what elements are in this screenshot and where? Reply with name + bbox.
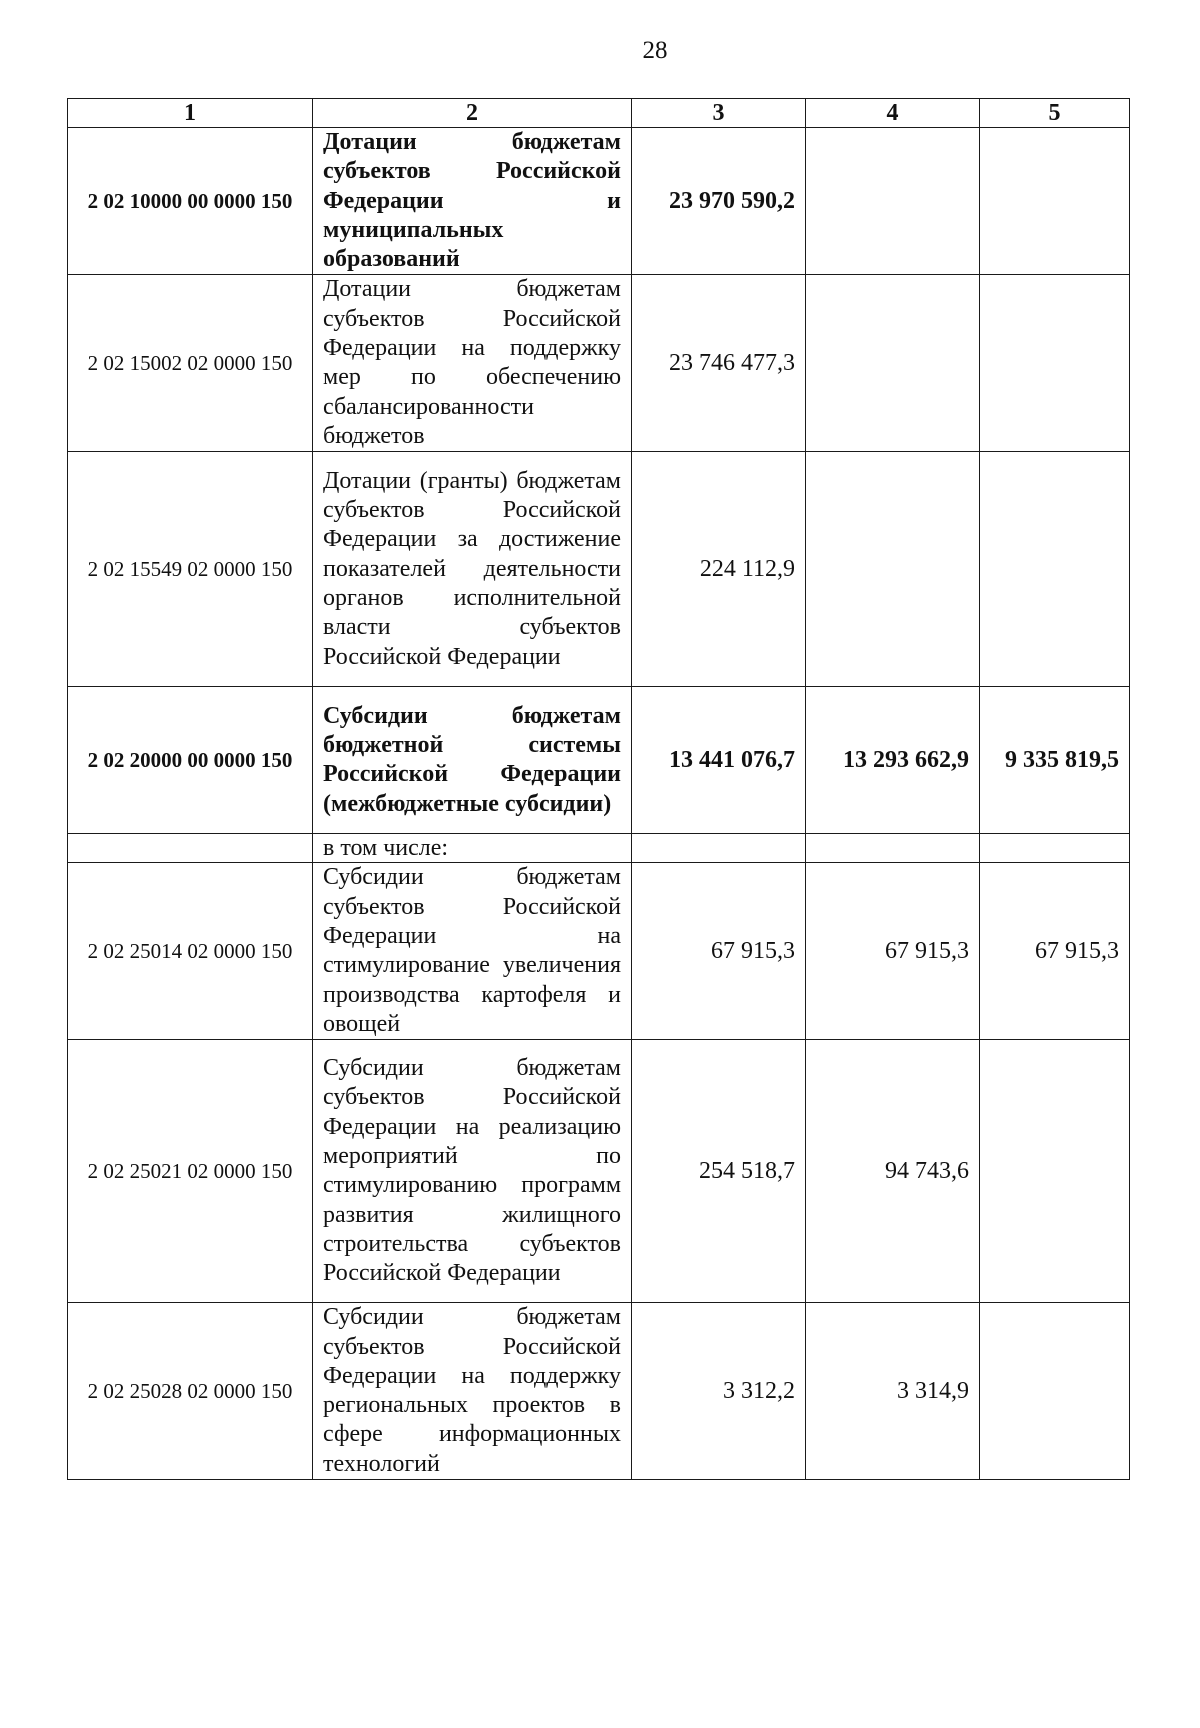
income-name-cell: Дотации бюджетам субъектов Российской Федерации на поддержку мер по обеспечению сбалансированности бюджетов	[313, 275, 632, 452]
amount-col4-cell	[806, 834, 980, 863]
amount-col3-cell: 3 312,2	[632, 1303, 806, 1480]
amount-col4-cell	[806, 128, 980, 275]
page-number: 28	[642, 37, 668, 64]
amount-col3-cell	[632, 834, 806, 863]
budget-code-cell	[68, 834, 313, 863]
column-header-5: 5	[980, 99, 1130, 128]
budget-code-cell: 2 02 25028 02 0000 150	[68, 1303, 313, 1480]
budget-code-cell: 2 02 25021 02 0000 150	[68, 1040, 313, 1303]
table-row	[68, 687, 1130, 834]
amount-col5-cell: 67 915,3	[980, 863, 1130, 1040]
table-row	[68, 834, 1130, 863]
income-name-cell: в том числе:	[313, 834, 632, 863]
budget-revenue-table	[67, 98, 1130, 1480]
amount-col4-cell: 13 293 662,9	[806, 687, 980, 834]
income-name-cell: Субсидии бюджетам бюджетной системы Российской Федерации (межбюджетные субсидии)	[313, 687, 632, 834]
income-name-cell: Субсидии бюджетам субъектов Российской Федерации на реализацию мероприятий по стимулированию программ развития жилищного строительства субъектов Российской Федерации	[313, 1040, 632, 1303]
column-header-2: 2	[313, 99, 632, 128]
amount-col3-cell: 23 746 477,3	[632, 275, 806, 452]
column-header-1: 1	[68, 99, 313, 128]
budget-code-cell: 2 02 25014 02 0000 150	[68, 863, 313, 1040]
amount-col4-cell: 3 314,9	[806, 1303, 980, 1480]
amount-col5-cell	[980, 1303, 1130, 1480]
income-name-cell: Субсидии бюджетам субъектов Российской Федерации на стимулирование увеличения производства картофеля и овощей	[313, 863, 632, 1040]
amount-col4-cell	[806, 275, 980, 452]
income-name-cell: Дотации (гранты) бюджетам субъектов Российской Федерации за достижение показателей деятельности органов исполнительной власти субъектов Российской Федерации	[313, 452, 632, 687]
amount-col4-cell: 94 743,6	[806, 1040, 980, 1303]
table-row	[68, 863, 1130, 1040]
table-row	[68, 128, 1130, 275]
amount-col3-cell: 254 518,7	[632, 1040, 806, 1303]
column-header-3: 3	[632, 99, 806, 128]
amount-col3-cell: 13 441 076,7	[632, 687, 806, 834]
amount-col5-cell	[980, 1040, 1130, 1303]
table-header-row	[68, 99, 1130, 128]
budget-code-cell: 2 02 15002 02 0000 150	[68, 275, 313, 452]
amount-col4-cell	[806, 452, 980, 687]
amount-col3-cell: 67 915,3	[632, 863, 806, 1040]
table-row	[68, 452, 1130, 687]
amount-col5-cell	[980, 275, 1130, 452]
budget-code-cell: 2 02 10000 00 0000 150	[68, 128, 313, 275]
amount-col4-cell: 67 915,3	[806, 863, 980, 1040]
amount-col3-cell: 224 112,9	[632, 452, 806, 687]
income-name-cell: Субсидии бюджетам субъектов Российской Федерации на поддержку региональных проектов в сфере информационных технологий	[313, 1303, 632, 1480]
column-header-4: 4	[806, 99, 980, 128]
amount-col5-cell	[980, 452, 1130, 687]
amount-col5-cell: 9 335 819,5	[980, 687, 1130, 834]
budget-code-cell: 2 02 20000 00 0000 150	[68, 687, 313, 834]
table-row	[68, 1040, 1130, 1303]
income-name-cell: Дотации бюджетам субъектов Российской Федерации и муниципальных образований	[313, 128, 632, 275]
table-row	[68, 1303, 1130, 1480]
amount-col5-cell	[980, 834, 1130, 863]
budget-code-cell: 2 02 15549 02 0000 150	[68, 452, 313, 687]
table-row	[68, 275, 1130, 452]
amount-col5-cell	[980, 128, 1130, 275]
amount-col3-cell: 23 970 590,2	[632, 128, 806, 275]
